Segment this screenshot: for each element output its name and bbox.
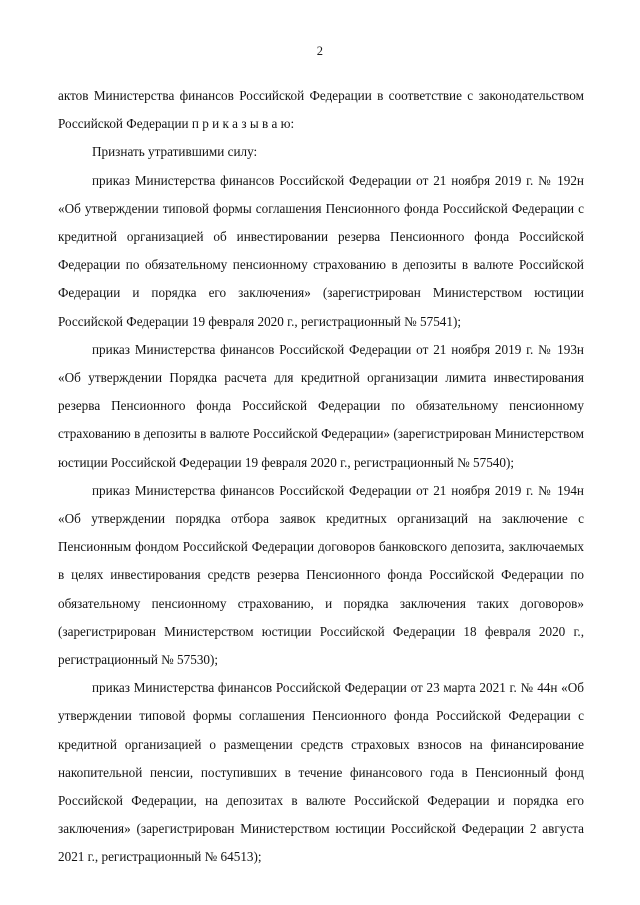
document-body — [0, 82, 640, 872]
paragraph-intro: актов Министерства финансов Российской Федерации в соответствие с законодательством Российской Федерации п р и к а з ы в а ю: — [58, 88, 584, 132]
page-number: 2 — [316, 44, 324, 58]
paragraph-order-193n: приказ Министерства финансов Российской Федерации от 21 ноября 2019 г. № 193н «Об утверждении Порядка расчета для кредитной организации лимита инвестирования резерва Пенсионного фонда Российской Федерации по обязательному пенсионному страхованию в депозиты в валюте Российской Федерации» (зарегистрирован Министерством юстиции Российской Федерации 19 февраля 2020 г., регистрационный № 57540); — [58, 341, 584, 470]
paragraph-order-194n: приказ Министерства финансов Российской Федерации от 21 ноября 2019 г. № 194н «Об утверждении порядка отбора заявок кредитных организаций на заключение с Пенсионным фондом Российской Федерации договоров банковского депозита, заключаемых в целях инвестирования средств резерва Пенсионного фонда Российской Федерации по обязательному пенсионному страхованию, и порядка заключения таких договоров» (зарегистрирован Министерством юстиции Российской Федерации 18 февраля 2020 г., регистрационный № 57530); — [58, 482, 584, 668]
paragraph-order-44n: приказ Министерства финансов Российской Федерации от 23 марта 2021 г. № 44н «Об утверждении типовой формы соглашения Пенсионного фонда Российской Федерации с кредитной организацией о размещении средств страховых взносов на финансирование накопительной пенсии, поступивших в течение финансового года в Пенсионный фонд Российской Федерации, на депозитах в валюте Российской Федерации и порядка его заключения» (зарегистрирован Министерством юстиции Российской Федерации 2 августа 2021 г., регистрационный № 64513); — [58, 680, 584, 865]
paragraph-repeal-heading: Признать утратившими силу: — [92, 144, 258, 160]
paragraph-order-192n: приказ Министерства финансов Российской Федерации от 21 ноября 2019 г. № 192н «Об утверждении типовой формы соглашения Пенсионного фонда Российской Федерации с кредитной организацией об инвестировании резерва Пенсионного фонда Российской Федерации по обязательному пенсионному страхованию в депозиты в валюте Российской Федерации и порядка его заключения» (зарегистрирован Министерством юстиции Российской Федерации 19 февраля 2020 г., регистрационный № 57541); — [58, 172, 584, 329]
